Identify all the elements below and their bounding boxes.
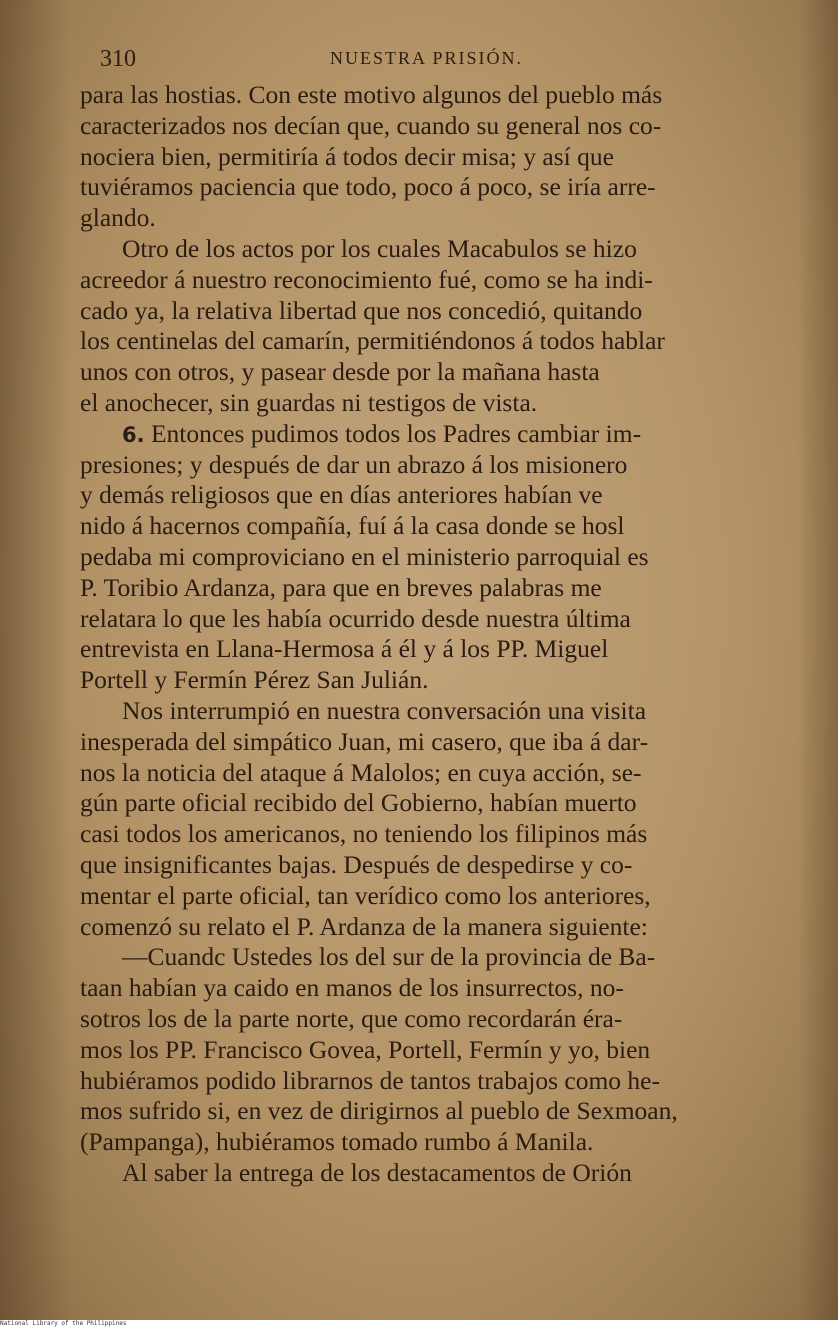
text-line: el anochecer, sin guardas ni testigos de vista. — [80, 387, 538, 417]
text-line: sotros los de la parte norte, que como recordarán éra- — [80, 1003, 623, 1033]
library-footer: National Library of the Philippines — [0, 1320, 127, 1327]
text-line: acreedor á nuestro reconocimiento fué, como se ha indi- — [80, 264, 653, 294]
text-line: nido á hacernos compañía, fuí á la casa donde se hosl — [80, 511, 625, 541]
text-line: —Cuandc Ustedes los del sur de la provincia de Ba- — [122, 942, 656, 972]
text-line: Otro de los actos por los cuales Macabulos se hizo — [122, 233, 637, 263]
text-line: cado ya, la relativa libertad que nos concedió, quitando — [80, 295, 643, 325]
page-number: 310 — [100, 46, 136, 72]
text-line: Entonces pudimos todos los Padres cambiar im- — [150, 418, 642, 448]
page-header — [100, 42, 780, 74]
text-line: inesperada del simpático Juan, mi casero, que iba á dar- — [80, 726, 649, 756]
text-line: entrevista en Llana-Hermosa á él y á los PP. Miguel — [80, 634, 609, 664]
text-line: Portell y Fermín Pérez San Julián. — [80, 665, 429, 695]
text-line: que insignificantes bajas. Después de despedirse y co- — [80, 849, 633, 879]
text-line: taan habían ya caido en manos de los insurrectos, no- — [80, 973, 624, 1003]
running-head: NUESTRA PRISIÓN. — [330, 48, 524, 68]
text-line: pedaba mi comproviciano en el ministerio parroquial es — [80, 541, 649, 571]
section-line — [80, 419, 766, 450]
text-line: y demás religiosos que en días anteriores habían ve — [80, 480, 603, 510]
text-line: caracterizados nos decían que, cuando su general nos co- — [80, 110, 662, 140]
text-line: glando. — [80, 203, 156, 233]
text-line: para las hostias. Con este motivo algunos del pueblo más — [80, 80, 663, 109]
section-number: 6. — [122, 422, 145, 447]
text-line: mentar el parte oficial, tan verídico como los anteriores, — [80, 880, 651, 910]
text-line: los centinelas del camarín, permitiéndonos á todos hablar — [80, 326, 665, 356]
text-line: casi todos los americanos, no teniendo los filipinos más — [80, 819, 648, 849]
text-line: mos sufrido si, en vez de dirigirnos al pueblo de Sexmoan, — [80, 1096, 678, 1126]
text-line: mos los PP. Francisco Govea, Portell, Fermín y yo, bien — [80, 1034, 651, 1064]
text-line: comenzó su relato el P. Ardanza de la manera siguiente: — [80, 911, 648, 941]
text-line: nos la noticia del ataque á Malolos; en cuya acción, se- — [80, 757, 642, 787]
text-line: gún parte oficial recibido del Gobierno, habían muerto — [80, 788, 637, 818]
text-line: unos con otros, y pasear desde por la mañana hasta — [80, 357, 600, 387]
text-line: relatara lo que les había ocurrido desde nuestra última — [80, 603, 631, 633]
body-text — [80, 80, 766, 1189]
text-line: (Pampanga), hubiéramos tomado rumbo á Manila. — [80, 1127, 594, 1157]
text-line: nociera bien, permitiría á todos decir misa; y así que — [80, 141, 614, 171]
text-line: tuviéramos paciencia que todo, poco á poco, se iría arre- — [80, 172, 656, 202]
text-line: presiones; y después de dar un abrazo á los misionero — [80, 449, 628, 479]
text-line: Nos interrumpió en nuestra conversación una visita — [122, 695, 647, 725]
text-line: P. Toribio Ardanza, para que en breves palabras me — [80, 572, 602, 602]
text-line: hubiéramos podido librarnos de tantos trabajos como he- — [80, 1065, 660, 1095]
text-line: Al saber la entrega de los destacamentos de Orión — [122, 1157, 632, 1187]
